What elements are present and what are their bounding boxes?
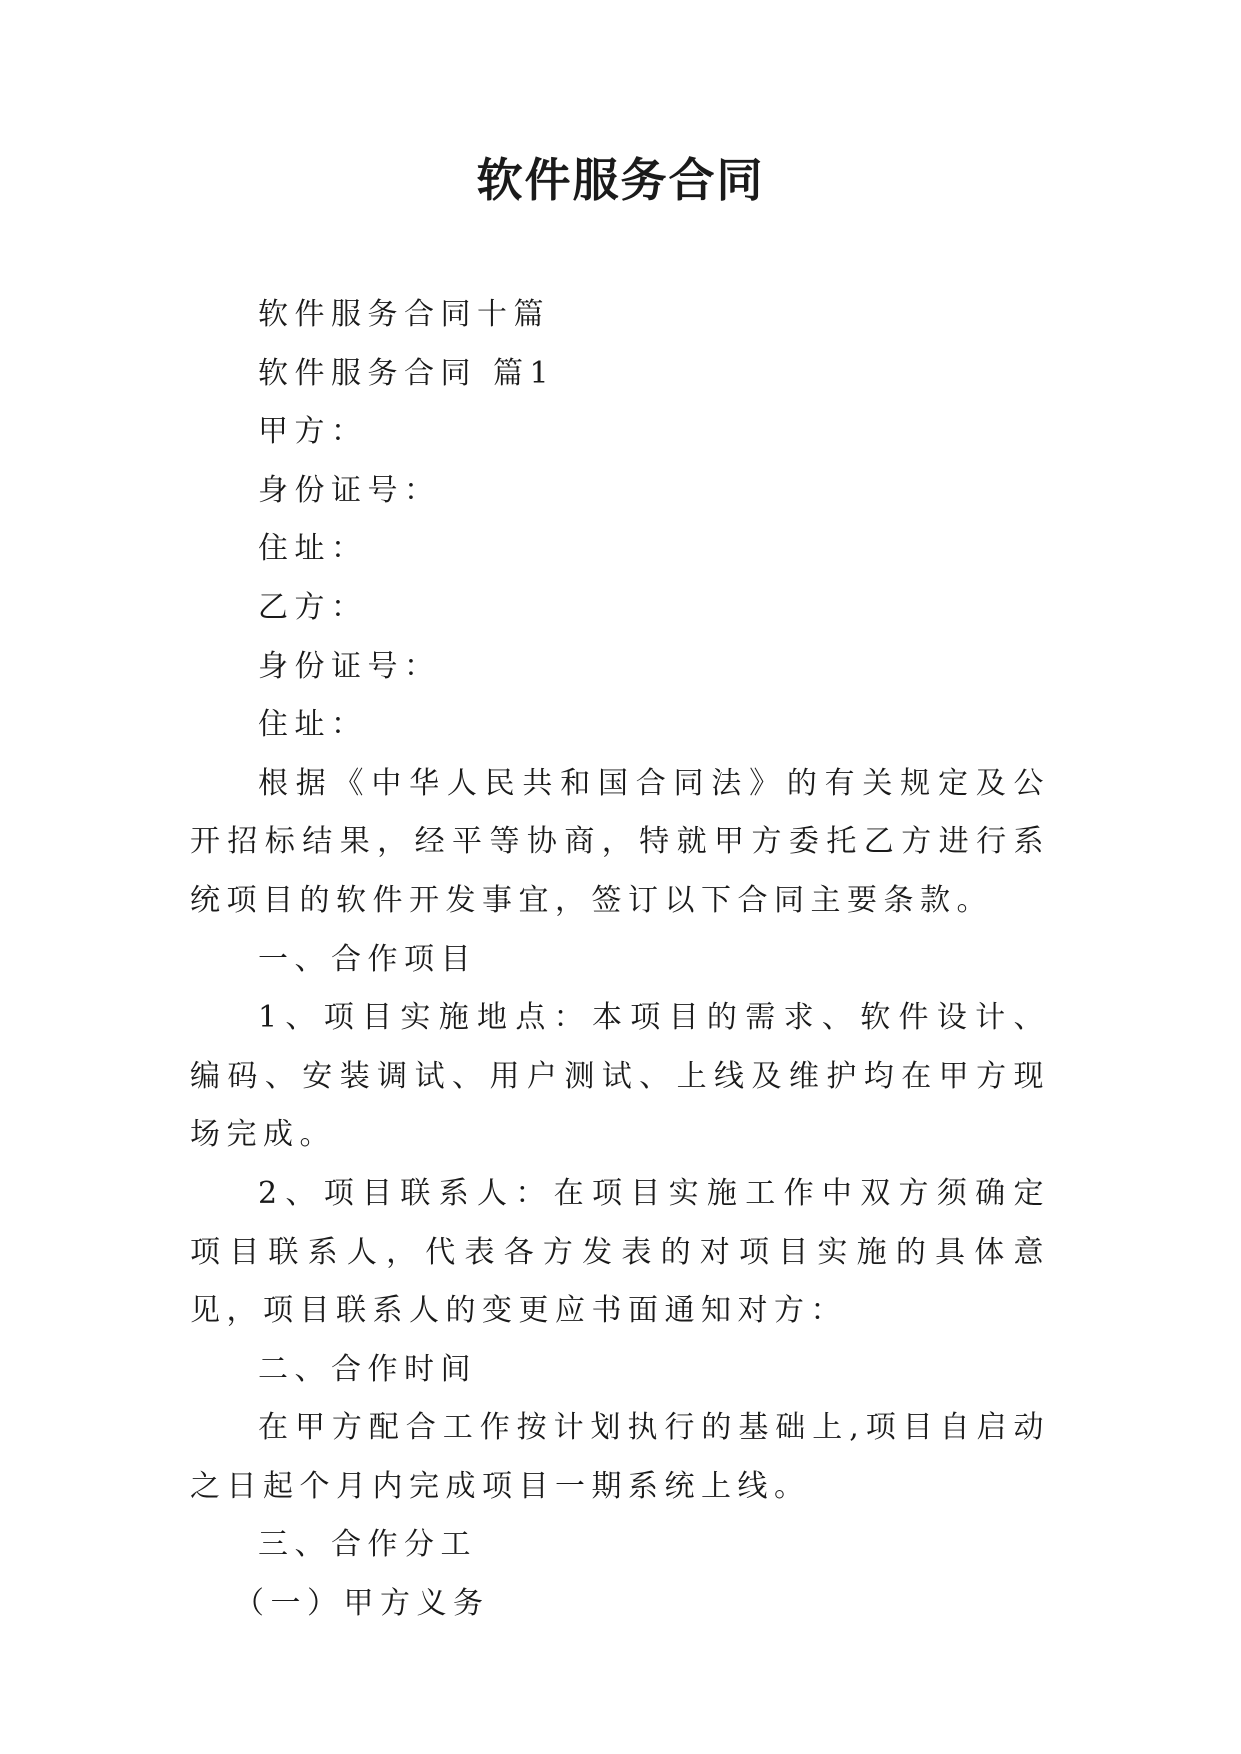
paragraph-party-a-address: 住址： (258, 531, 368, 567)
paragraph-project-contact: 2、项目联系人：在项目实施工作中双方须确定项目联系人，代表各方发表的对项目实施的具体意见，项目联系人的变更应书面通知对方： (190, 1175, 1050, 1329)
paragraph-implementation-site: 1、项目实施地点：本项目的需求、软件设计、编码、安装调试、用户测试、上线及维护均在甲方现场完成。 (190, 1000, 1050, 1153)
paragraph-preamble: 根据《中华人民共和国合同法》的有关规定及公开招标结果，经平等协商，特就甲方委托乙方进行系统项目的软件开发事宜，签订以下合同主要条款。 (190, 765, 1050, 918)
paragraph-collection-title: 软件服务合同十篇 (258, 297, 550, 332)
paragraph-schedule: 在甲方配合工作按计划执行的基础上,项目自启动之日起个月内完成项目一期系统上线。 (190, 1410, 1050, 1504)
subsection-heading-party-a-obligations: （一）甲方义务 (234, 1586, 490, 1622)
section-heading-cooperation-time: 二、合作时间 (258, 1351, 477, 1387)
paragraph-party-b-id: 身份证号： (258, 648, 441, 684)
document-body (190, 286, 1050, 1634)
paragraph-party-b: 乙方： (258, 589, 368, 625)
document-title: 软件服务合同 (476, 153, 765, 207)
paragraph-party-b-address: 住址： (258, 707, 368, 743)
paragraph-party-a: 甲方： (258, 414, 368, 450)
paragraph-party-a-id: 身份证号： (258, 472, 441, 508)
paragraph-article-heading: 软件服务合同 篇1 (258, 355, 556, 391)
section-heading-cooperation-project: 一、合作项目 (258, 941, 477, 977)
section-heading-division-of-work: 三、合作分工 (258, 1527, 477, 1563)
